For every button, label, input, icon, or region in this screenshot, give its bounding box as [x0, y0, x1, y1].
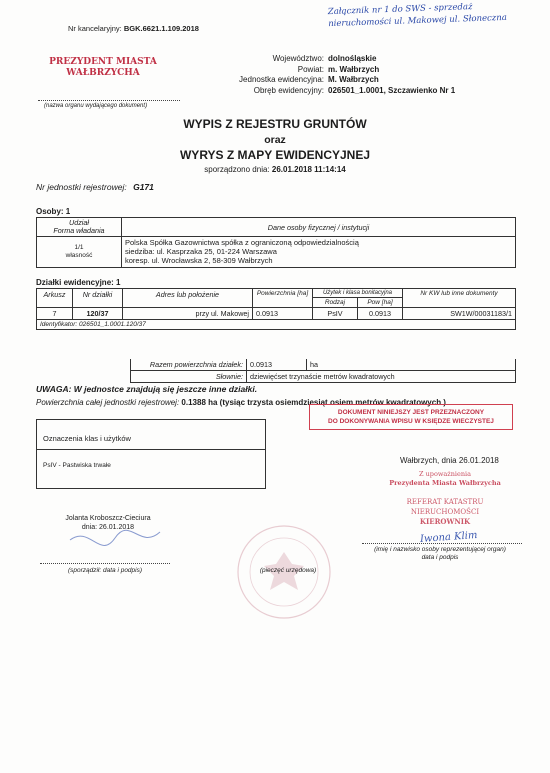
mandate-line2: Prezydenta Miasta Wałbrzycha — [389, 479, 501, 487]
authority-stamp — [48, 57, 158, 79]
date-label: sporządzono dnia: — [204, 165, 270, 174]
right-signature: Iwona Klim — [419, 530, 478, 545]
parcels-header-kind-area: Pow [ha] — [358, 298, 403, 308]
admin-label-district: Powiat: — [297, 64, 324, 74]
notice-stamp-line1: DOKUMENT NINIEJSZY JEST PRZEZNACZONY — [337, 409, 485, 416]
admin-block — [214, 54, 455, 96]
owner-form: własność — [65, 251, 93, 259]
parcels-summary-table — [130, 359, 516, 383]
parcel-area: 0.0913 — [253, 308, 313, 320]
right-caption-line1: (imię i nazwisko osoby reprezentującej organ) — [374, 546, 506, 553]
registry-unit — [36, 182, 154, 192]
parcel-number: 120/37 — [73, 308, 123, 320]
parcels-words-value: dziewięćset trzynaście metrów kwadratowych — [247, 371, 516, 383]
owners-header-person: Dane osoby fizycznej / instytucji — [122, 218, 516, 237]
authority-divider — [38, 100, 180, 101]
owners-header-share: Udział Forma władania — [37, 218, 122, 237]
notice-stamp — [309, 404, 513, 430]
department-stamp — [370, 497, 520, 527]
parcels-words-label: Słownie: — [131, 371, 247, 383]
registry-unit-value: G171 — [133, 182, 154, 192]
case-number — [68, 24, 199, 33]
owners-data-cell — [122, 237, 516, 268]
right-caption-line2: data i podpis — [421, 554, 459, 561]
owners-count: Osoby: 1 — [36, 207, 71, 216]
left-signer-date: dnia: 26.01.2018 — [81, 524, 135, 531]
parcel-sheet: 7 — [37, 308, 73, 320]
legend-box — [36, 419, 266, 489]
parcels-count: Działki ewidencyjne: 1 — [36, 278, 121, 287]
case-number-label: Nr kancelaryjny: — [68, 24, 122, 33]
owner-mail: koresp. ul. Wrocławska 2, 58-309 Wałbrzych — [125, 256, 273, 266]
owner-share: 1/1 — [74, 243, 84, 251]
parcels-table — [36, 288, 516, 330]
mandate-stamp — [370, 470, 520, 488]
department-line2: NIERUCHOMOŚCI — [410, 508, 480, 516]
handwritten-note-line1: Załącznik nr 1 do SWS - sprzedaż — [327, 2, 473, 18]
department-line3: KIEROWNIK — [419, 517, 471, 526]
parcel-identifier: Identyfikator: 026501_1.0001.120/37 — [37, 320, 516, 330]
owners-table — [36, 217, 516, 268]
owner-seat: siedziba: ul. Kasprzaka 25, 01-224 Warszawa — [125, 247, 277, 257]
title-line2: oraz — [264, 134, 286, 146]
total-area-value: 0.1388 ha (tysiąc trzysta osiemdziesiąt osiem metrów kwadratowych ) — [181, 398, 446, 407]
parcels-header-kind: Rodzaj — [313, 298, 358, 308]
admin-value-precinct: 026501_1.0001, Szczawienko Nr 1 — [328, 85, 456, 95]
admin-label-unit: Jednostka ewidencyjna: — [239, 75, 324, 84]
legend-header: Oznaczenia klas i użytków — [37, 428, 265, 450]
left-signature-caption: (sporządził: data i podpis) — [67, 567, 143, 574]
total-area-label: Powierzchnia całej jednostki rejestrowej: — [36, 398, 180, 407]
owners-share-cell — [37, 237, 122, 268]
admin-label-precinct: Obręb ewidencyjny: — [253, 85, 324, 95]
right-signature-line — [362, 543, 522, 544]
parcels-header-kw: Nr KW lub inne dokumenty — [403, 289, 516, 308]
case-number-value: BGK.6621.1.109.2018 — [123, 24, 199, 33]
authority-caption: (nazwa organu wydającego dokument) — [44, 103, 148, 109]
date-value: 26.01.2018 11:14:14 — [271, 165, 346, 174]
parcels-header-number: Nr działki — [73, 289, 123, 308]
left-signature-line — [40, 563, 170, 564]
admin-value-voivodeship: dolnośląskie — [328, 54, 377, 63]
admin-label-voivodeship: Województwo: — [272, 54, 324, 63]
warning-note: UWAGA: W jednostce znajdują się jeszcze inne działki. — [36, 384, 258, 394]
authority-stamp-line2: WAŁBRZYCHA — [66, 68, 140, 78]
owner-name: Polska Spółka Gazownictwa spółka z ograniczoną odpowiedzialnością — [125, 238, 359, 247]
parcels-sum-value: 0.0913 — [247, 359, 307, 371]
parcel-kind-area: 0.0913 — [358, 308, 403, 320]
left-signer-name: Jolanta Kroboszcz-Cieciura — [65, 515, 151, 522]
notice-stamp-line2: DO DOKONYWANIA WPISU W KSIĘDZE WIECZYSTEJ — [328, 418, 494, 425]
department-line1: REFERAT KATASTRU — [406, 498, 484, 506]
registry-unit-label: Nr jednostki rejestrowej: — [36, 182, 127, 192]
seal-caption: (pieczęć urzędowa) — [259, 567, 317, 574]
document-title — [0, 117, 550, 174]
authority-stamp-line1: PREZYDENT MIASTA — [49, 57, 157, 67]
parcels-header-address: Adres lub położenie — [123, 289, 253, 308]
handwritten-note — [328, 1, 507, 29]
parcel-row — [37, 308, 516, 320]
parcels-header-landuse: Użytek i klasa bonitacyjna — [313, 289, 403, 298]
parcel-address: przy ul. Makowej — [123, 308, 253, 320]
parcels-sum-label: Razem powierzchnia działek: — [131, 359, 247, 371]
parcel-kind: PsIV — [313, 308, 358, 320]
parcels-header-sheet: Arkusz — [37, 289, 73, 308]
place-date: Wałbrzych, dnia 26.01.2018 — [400, 456, 499, 465]
parcel-kw: SW1W/00031183/1 — [403, 308, 516, 320]
admin-value-unit: M. Wałbrzych — [328, 75, 379, 84]
right-signature-caption — [340, 546, 540, 562]
title-line3: WYRYS Z MAPY EWIDENCYJNEJ — [179, 148, 371, 162]
handwritten-note-line2: nieruchomości ul. Makowej ul. Słoneczna — [328, 12, 508, 30]
legend-item: PsIV - Pastwiska trwałe — [43, 462, 111, 469]
admin-value-district: m. Wałbrzych — [328, 64, 380, 74]
mandate-line1: Z upoważnienia — [419, 470, 471, 478]
title-line1: WYPIS Z REJESTRU GRUNTÓW — [183, 117, 367, 131]
parcels-header-area: Powierzchnia [ha] — [253, 289, 313, 308]
parcels-sum-unit: ha — [307, 359, 516, 371]
